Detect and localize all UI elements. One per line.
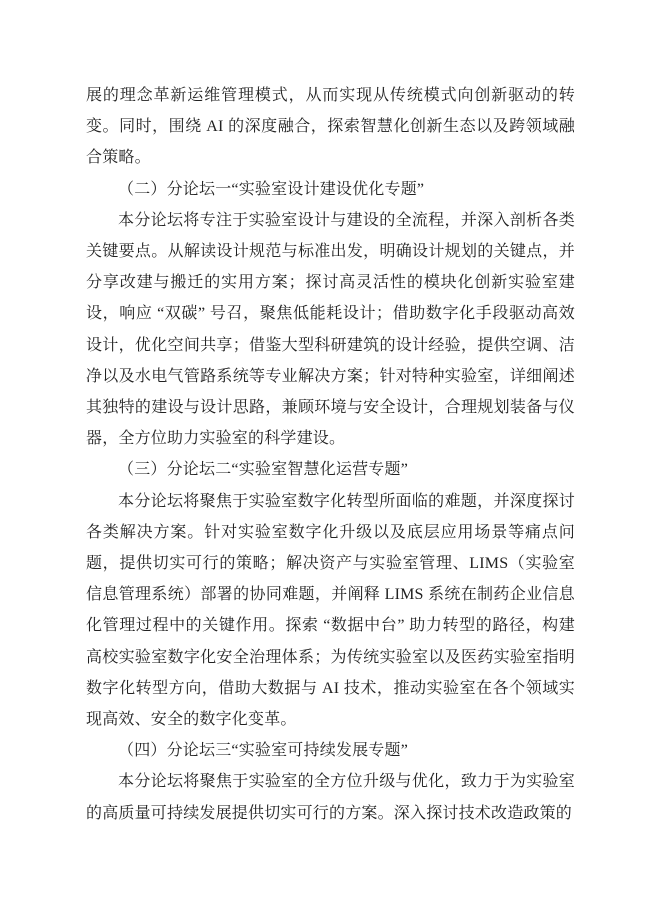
heading-sub-forum-3: （四）分论坛三“实验室可持续发展专题”	[118, 742, 409, 760]
heading-sub-forum-1: （二）分论坛一“实验室设计建设优化专题”	[118, 180, 425, 198]
paragraph-sub-forum-1-description: 本分论坛将专注于实验室设计与建设的全流程，并深入剖析各类关键要点。从解读设计规范与标准出发，明确设计规划的关键点，并分享改建与搬迁的实用方案；探讨高灵活性的模块化创新实验室建设，响应 “双碳” 号召，聚焦低能耗设计；借助数字化手段驱动高效设计，优化空间共享；借鉴大型科研建筑的设计经验，提供空调、洁净以及水电气管路系统等专业解决方案；针对特种实验室，详细阐述其独特的建设与设计思路，兼顾环境与安全设计，合理规划装备与仪器，全方位助力实验室的科学建设。	[86, 211, 575, 448]
paragraph-sub-forum-3-description: 本分论坛将聚焦于实验室的全方位升级与优化，致力于为实验室的高质量可持续发展提供切实可行的方案。深入探讨技术改造政策的	[86, 773, 575, 822]
heading-sub-forum-2: （三）分论坛二“实验室智慧化运营专题”	[118, 461, 409, 479]
paragraph-sub-forum-2-description: 本分论坛将聚焦于实验室数字化转型所面临的难题，并深度探讨各类解决方案。针对实验室数字化升级以及底层应用场景等痛点问题，提供切实可行的策略；解决资产与实验室管理、LIMS（实验室信息管理系统）部署的协同难题，并阐释 LIMS 系统在制药企业信息化管理过程中的关键作用。探索 “数据中台” 助力转型的路径，构建高校实验室数字化安全治理体系；为传统实验室以及医药实验室指明数字化转型方向，借助大数据与 AI 技术，推动实验室在各个领域实现高效、安全的数字化变革。	[86, 492, 575, 729]
paragraph-continuation: 展的理念革新运维管理模式，从而实现从传统模式向创新驱动的转变。同时，围绕 AI 的深度融合，探索智慧化创新生态以及跨领域融合策略。	[86, 87, 575, 167]
